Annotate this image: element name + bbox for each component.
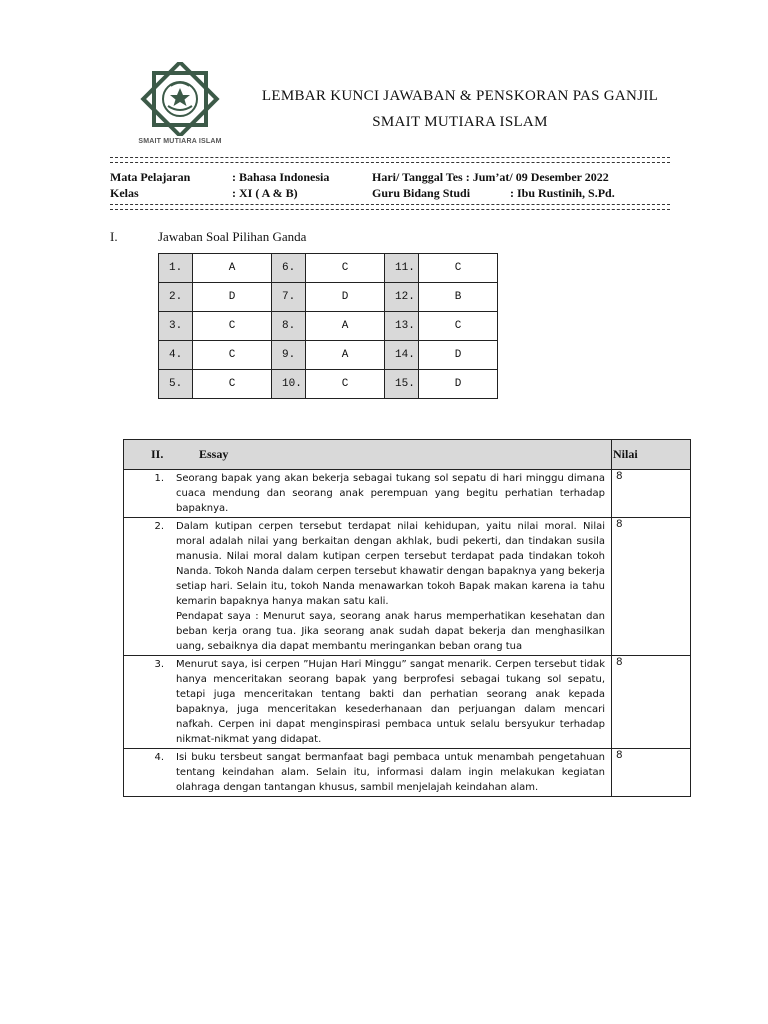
essay-header: [124, 440, 612, 470]
mc-row: [159, 283, 498, 312]
class-label: Kelas: [110, 186, 139, 200]
question-number: 2.: [159, 283, 193, 312]
question-number: 14.: [385, 341, 419, 370]
section1-number: I.: [110, 229, 118, 244]
essay-row: [124, 470, 691, 518]
answer-key: C: [419, 312, 498, 341]
essay-paragraph: Menurut saya, isi cerpen ”Hujan Hari Minggu” sangat menarik. Cerpen tersebut tidak hanya menceritakan seorang bapak yang berprofesi sebagai tukang sol sepatu, tetapi juga menceritakan tentang bakti dan perhatian seorang anak kepada bapaknya, juga menceritakan kesederhanaan dan perjuangan dalam mencari nafkah. Cerpen ini dapat menginspirasi pembaca untuk selalu bersyukur terhadap nikmat-nikmat yang didapat.: [176, 659, 605, 745]
question-number: 3.: [159, 312, 193, 341]
essay-paragraph: Seorang bapak yang akan bekerja sebagai tukang sol sepatu di hari minggu dimana cuaca mendung dan seorang anak perempuan yang begitu perhatian terhadap bapaknya.: [176, 473, 605, 514]
essay-paragraph: Isi buku tersbeut sangat bermanfaat bagi pembaca untuk menambah pengetahuan tentang keindahan alam. Selain itu, informasi dalam ingin melakukan kegiatan olahraga dengan tantangan khusus, sambil menjelajah keindahan alam.: [176, 752, 605, 793]
school-logo: [130, 62, 230, 152]
answer-key: B: [419, 283, 498, 312]
question-number: 10.: [272, 370, 306, 399]
essay-answer-cell: [124, 656, 612, 749]
section2-title: Essay: [199, 447, 229, 461]
essay-paragraph: Dalam kutipan cerpen tersebut terdapat nilai kehidupan, yaitu nilai moral. Nilai moral adalah nilai yang berkaitan dengan akhlak, budi pekerti, dan tindakan susila manusia. Nilai moral dalam kutipan cerpen tersebut terdapat pada tindakan tokoh Nanda. Tokoh Nanda dalam cerpen tersebut khawatir dengan bapaknya yang bekerja setiap hari. Selain itu, tokoh Nanda menawarkan tokoh Bapak makan karena ia tahu kemarin bapaknya hanya makan satu kali.: [176, 521, 605, 607]
mc-row: [159, 341, 498, 370]
essay-score: 8: [612, 656, 691, 749]
answer-key: C: [193, 341, 272, 370]
answer-key: C: [306, 254, 385, 283]
teacher-label: Guru Bidang Studi: [372, 186, 471, 200]
class-value: : XI ( A & B): [232, 186, 298, 200]
document-title: LEMBAR KUNCI JAWABAN & PENSKORAN PAS GANJIL: [261, 88, 659, 104]
essay-answer-text: [176, 657, 605, 747]
question-number: 7.: [272, 283, 306, 312]
essay-row: [124, 656, 691, 749]
answer-key: A: [193, 254, 272, 283]
essay-row: [124, 749, 691, 797]
essay-number: 2.: [154, 521, 164, 532]
essay-score: 8: [612, 749, 691, 797]
essay-paragraph: Pendapat saya : Menurut saya, seorang anak harus memperhatikan kesehatan dan beban kerja orang tua. Jika seorang anak sudah dapat bekerja dan menghasilkan uang, sebaiknya dia dapat membantu meringankan beban orang tua: [176, 611, 605, 652]
logo-caption: SMAIT MUTIARA ISLAM: [138, 138, 222, 145]
subject-value: : Bahasa Indonesia: [232, 170, 330, 184]
question-number: 6.: [272, 254, 306, 283]
answer-key: D: [419, 341, 498, 370]
essay-score: 8: [612, 518, 691, 656]
teacher-value: : Ibu Rustinih, S.Pd.: [510, 186, 615, 200]
multiple-choice-answer-table: [158, 253, 498, 399]
question-number: 12.: [385, 283, 419, 312]
answer-key: C: [193, 312, 272, 341]
question-number: 15.: [385, 370, 419, 399]
essay-answer-text: [176, 471, 605, 516]
essay-row: [124, 518, 691, 656]
essay-score: 8: [612, 470, 691, 518]
section2-number: II.: [151, 447, 164, 461]
answer-key: A: [306, 341, 385, 370]
mc-row: [159, 370, 498, 399]
score-column-header: Nilai: [612, 440, 691, 470]
subject-label: Mata Pelajaran: [110, 170, 191, 184]
answer-key: C: [419, 254, 498, 283]
question-number: 9.: [272, 341, 306, 370]
question-number: 13.: [385, 312, 419, 341]
essay-number: 4.: [154, 752, 164, 763]
section1-title: Jawaban Soal Pilihan Ganda: [158, 229, 307, 244]
divider-top: [110, 157, 670, 163]
essay-number: 1.: [154, 473, 164, 484]
answer-key: A: [306, 312, 385, 341]
question-number: 8.: [272, 312, 306, 341]
question-number: 5.: [159, 370, 193, 399]
essay-number: 3.: [154, 659, 164, 670]
school-name: SMAIT MUTIARA ISLAM: [372, 114, 548, 130]
essay-answer-cell: [124, 518, 612, 656]
answer-key: C: [193, 370, 272, 399]
essay-answer-cell: [124, 749, 612, 797]
essay-answer-text: [176, 750, 605, 795]
essay-answer-cell: [124, 470, 612, 518]
question-number: 11.: [385, 254, 419, 283]
answer-key: D: [419, 370, 498, 399]
mc-row: [159, 312, 498, 341]
answer-key: D: [193, 283, 272, 312]
answer-key: C: [306, 370, 385, 399]
test-date: Hari/ Tanggal Tes : Jum’at/ 09 Desember 2022: [372, 170, 609, 184]
essay-answer-table: [123, 439, 691, 797]
answer-key: D: [306, 283, 385, 312]
essay-answer-text: [176, 519, 605, 654]
question-number: 4.: [159, 341, 193, 370]
question-number: 1.: [159, 254, 193, 283]
divider-bottom: [110, 204, 670, 210]
mc-row: [159, 254, 498, 283]
